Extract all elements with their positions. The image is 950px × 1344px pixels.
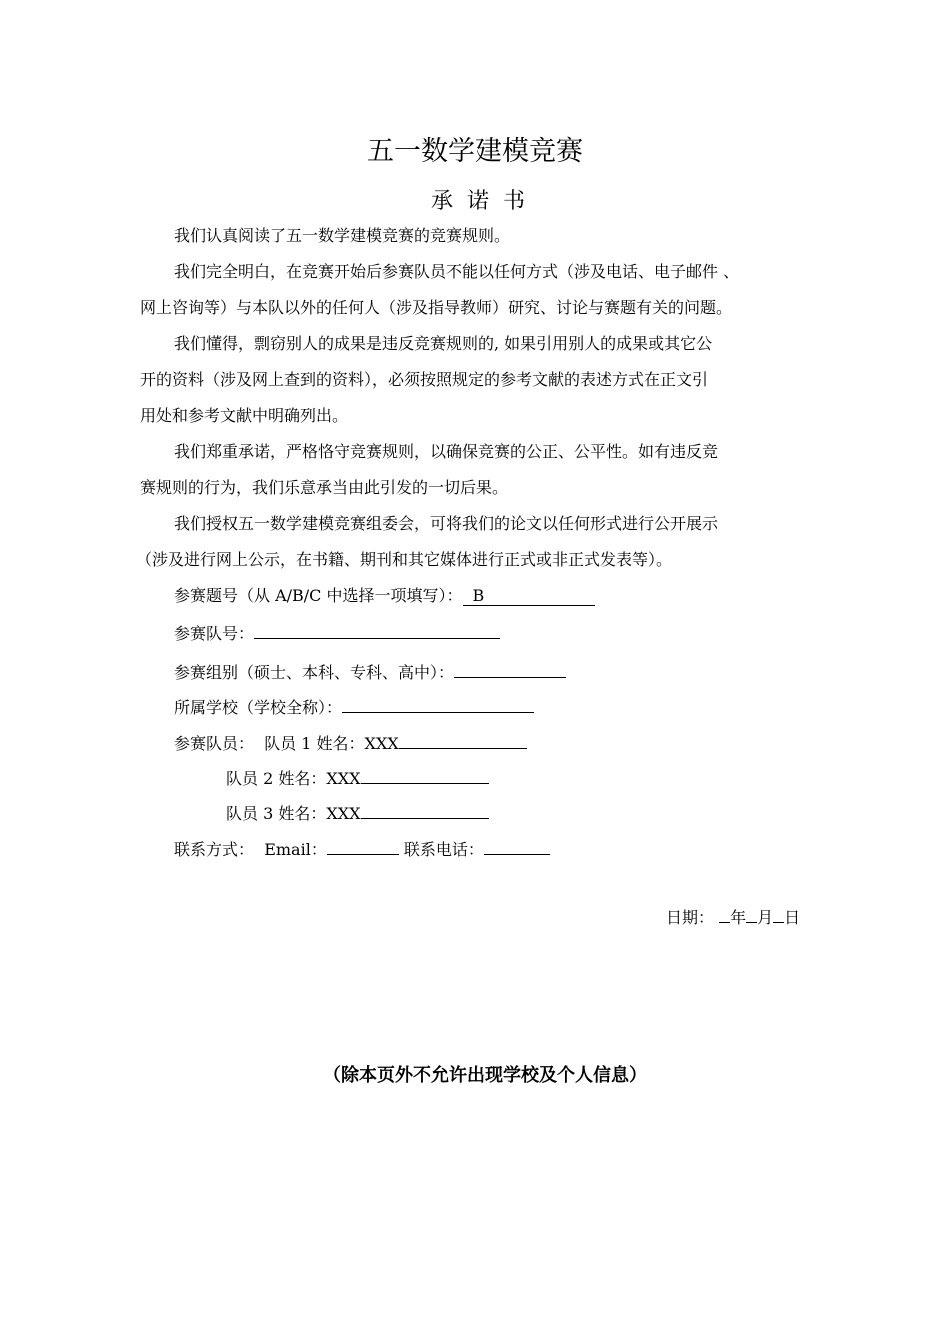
group-row (174, 659, 874, 685)
member-3-label: 队员 3 姓名： (226, 804, 327, 823)
month-field[interactable] (746, 906, 757, 923)
team-number-label: 参赛队号： (174, 624, 255, 643)
group-field[interactable] (454, 659, 566, 678)
member-1-label: 队员 1 姓名： (264, 734, 365, 753)
privacy-notice: （除本页外不允许出现学校及个人信息） (323, 1065, 647, 1086)
contact-label: 联系方式： (174, 840, 255, 859)
document-title: 五一数学建模竞赛 (367, 136, 583, 167)
paragraph-4-line-2: 赛规则的行为，我们乐意承当由此引发的一切后果。 (140, 478, 509, 497)
phone-label: 联系电话： (403, 840, 484, 859)
member-2-value: XXX (326, 769, 361, 788)
paragraph-5-line-1: 我们授权五一数学建模竞赛组委会，可将我们的论文以任何形式进行公开展示 (174, 514, 719, 533)
year-label: 年 (730, 908, 747, 927)
problem-number-row (174, 584, 874, 608)
date-label: 日期： (666, 908, 715, 927)
date-row (666, 906, 800, 930)
paragraph-4-line-1: 我们郑重承诺，严格恪守竞赛规则，以确保竞赛的公正、公平性。如有违反竞 (174, 442, 719, 461)
school-row (174, 694, 874, 720)
school-label: 所属学校（学校全称）： (174, 698, 343, 717)
email-field[interactable] (327, 836, 399, 855)
contact-row (174, 836, 874, 862)
member-1-field[interactable] (399, 730, 527, 749)
paragraph-3-line-1: 我们懂得，剽窃别人的成果是违反竞赛规则的, 如果引用别人的成果或其它公 (174, 334, 713, 353)
member-1-value: XXX (364, 734, 399, 753)
school-field[interactable] (342, 694, 534, 713)
paragraph-2-line-1: 我们完全明白，在竞赛开始后参赛队员不能以任何方式（涉及电话、电子邮件 、 (174, 262, 740, 281)
members-label: 参赛队员： (174, 734, 255, 753)
team-number-field[interactable] (254, 620, 500, 639)
group-label: 参赛组别（硕士、本科、专科、高中）： (174, 663, 455, 682)
problem-number-field[interactable]: B (463, 587, 595, 606)
day-label: 日 (784, 908, 801, 927)
member-3-field[interactable] (361, 800, 489, 819)
paragraph-1-line-1: 我们认真阅读了五一数学建模竞赛的竞赛规则。 (174, 226, 511, 245)
paragraph-5-line-2: （涉及进行网上公示，在书籍、期刊和其它媒体进行正式或非正式发表等）。 (136, 550, 673, 569)
member-3-row (226, 800, 926, 826)
member-1-row (174, 730, 874, 756)
document-subtitle: 承诺书 (430, 189, 539, 214)
paragraph-3-line-2: 开的资料（涉及网上查到的资料），必须按照规定的参考文献的表述方式在正文引 (140, 370, 709, 389)
paragraph-3-line-3: 用处和参考文献中明确列出。 (140, 406, 349, 425)
email-label: Email： (264, 840, 327, 859)
problem-number-label: 参赛题号（从 A/B/C 中选择一项填写）： (174, 586, 463, 605)
paragraph-2-line-2: 网上咨询等）与本队以外的任何人（涉及指导教师）研究、讨论与赛题有关的问题。 (140, 298, 733, 317)
member-2-row (226, 765, 926, 791)
month-label: 月 (757, 908, 774, 927)
day-field[interactable] (773, 906, 784, 923)
member-3-value: XXX (326, 804, 361, 823)
year-field[interactable] (719, 906, 730, 923)
member-2-label: 队员 2 姓名： (226, 769, 327, 788)
team-number-row (174, 620, 874, 646)
member-2-field[interactable] (361, 765, 489, 784)
phone-field[interactable] (484, 836, 550, 855)
